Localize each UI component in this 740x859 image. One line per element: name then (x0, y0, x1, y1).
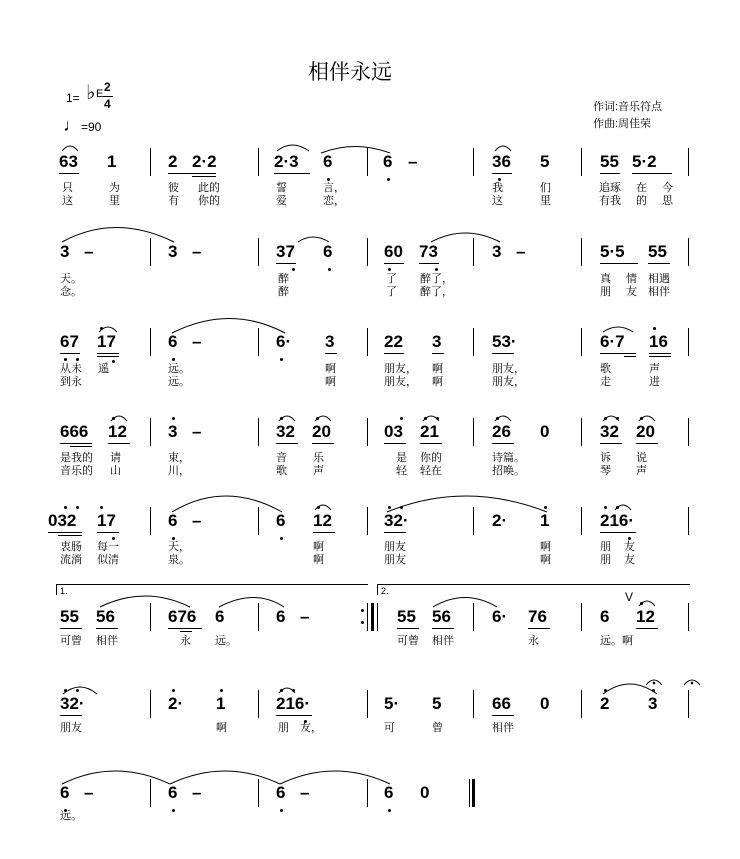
note-group: 6 (215, 607, 225, 626)
note-group: 12 (313, 511, 332, 530)
note-group: 55 (397, 607, 416, 626)
time-signature-top: 2 (104, 80, 111, 94)
lyric: 从未 (60, 363, 82, 375)
lyric: 流淌 (60, 554, 82, 566)
note-group: 73 (419, 242, 438, 261)
tie (433, 598, 497, 608)
note-group: 22 (384, 332, 403, 351)
note-group: 6 (276, 511, 286, 530)
tie (639, 601, 655, 606)
note-group: 5·5 (600, 242, 625, 261)
lyric: 朋 (600, 541, 611, 553)
lyric: 永 (180, 635, 191, 647)
lyric: 可 (384, 722, 395, 734)
note-group: 32 (600, 422, 619, 441)
lyric: 誓 (276, 182, 287, 194)
lyric: 可曾 (60, 635, 82, 647)
note-group: 5 (432, 694, 442, 713)
lyric: 朋友 (60, 722, 82, 734)
note-group: 5· (384, 694, 400, 713)
lyric: 啊 (540, 554, 551, 566)
tie (298, 237, 329, 242)
rest-dash: – (300, 783, 310, 802)
lyric: 朋友 (384, 541, 406, 553)
key-note: E (96, 88, 104, 100)
lyric: 今 (662, 182, 673, 194)
rest-dash: – (300, 607, 310, 626)
rest-dash: – (84, 783, 94, 802)
lyric: 里 (109, 195, 120, 207)
note-group: 56 (96, 607, 115, 626)
note-group: 66 (492, 694, 511, 713)
song-title: 相伴永远 (308, 61, 392, 84)
composer-credit: 作曲:周佳荣 (593, 118, 652, 130)
volta-label: 2. (381, 586, 389, 596)
tie (219, 598, 284, 608)
lyric: 到永 (60, 376, 82, 388)
note-group: 032 (48, 511, 77, 530)
note-group: 2 (168, 152, 178, 171)
tie (62, 771, 170, 784)
rest-dash: – (192, 242, 202, 261)
note-group: 37 (276, 242, 295, 261)
rest-dash: – (192, 422, 202, 441)
note-group: 6 (600, 607, 610, 626)
rest-dash: – (192, 511, 202, 530)
lyric: 川， (168, 465, 190, 477)
tie (603, 416, 619, 421)
lyric: 远。啊 (600, 635, 633, 647)
note-group: 17 (97, 332, 116, 351)
note-group: 55 (60, 607, 79, 626)
note-group: 32 (276, 422, 295, 441)
note-group: 2· (168, 694, 184, 713)
tie (172, 319, 285, 334)
lyric: 真 (600, 273, 611, 285)
note-group: 5 (540, 152, 550, 171)
lyric: 永 (528, 635, 539, 647)
note-group: 6 (323, 152, 333, 171)
lyric: 衷肠 (60, 541, 82, 553)
rest-dash: – (516, 242, 526, 261)
note-group: 36 (492, 152, 511, 171)
note-group: 3 (492, 242, 502, 261)
lyric: 相遇 (648, 273, 670, 285)
tie (62, 228, 174, 243)
tie (279, 416, 295, 421)
lyric: 远。 (168, 376, 190, 388)
lyric: 声 (649, 363, 660, 375)
lyric: 朋 (600, 554, 611, 566)
lyric: 为 (109, 182, 120, 194)
lyric: 爱 (276, 195, 287, 207)
lyric: 醉 (278, 273, 289, 285)
note-group: 55 (600, 152, 619, 171)
lyric: 进 (649, 376, 660, 388)
lyric: 啊 (325, 376, 336, 388)
tie (495, 146, 511, 151)
note-group: 2·3 (274, 152, 299, 171)
lyric: 们 (540, 182, 551, 194)
lyric: 只 (62, 182, 73, 194)
note-group: 676 (168, 607, 197, 626)
lyric: 走 (600, 376, 611, 388)
lyric: 朋友， (492, 363, 525, 375)
lyric: 醉了， (420, 273, 453, 285)
tie (172, 496, 282, 512)
lyric: 这 (62, 195, 73, 207)
lyric: 朋友， (492, 376, 525, 388)
tie (639, 416, 655, 421)
note-group: 1 (107, 152, 117, 171)
flat-sign: ♭ (86, 82, 96, 104)
lyric: 遥 (98, 363, 109, 375)
lyric: 有 (168, 195, 179, 207)
lyricist-credit: 作词:音乐符点 (593, 101, 663, 113)
lyric: 友， (300, 722, 322, 734)
note-group: 12 (108, 422, 127, 441)
tie (280, 771, 390, 784)
tie (495, 416, 511, 421)
lyric: 啊 (540, 541, 551, 553)
note-group: 1 (216, 694, 226, 713)
note-group: 6 (384, 783, 394, 802)
lyric: 朋友 (384, 554, 406, 566)
tie (603, 327, 633, 332)
lyric: 友 (626, 286, 637, 298)
lyric: 歌 (600, 363, 611, 375)
tie (170, 771, 280, 784)
rest-dash: – (408, 152, 418, 171)
tie (431, 233, 500, 242)
note-group: 2 (600, 694, 610, 713)
note-group: 21 (420, 422, 439, 441)
lyric: 远。 (60, 810, 82, 822)
volta-label: 1. (60, 586, 68, 596)
tie (111, 416, 127, 421)
tempo-marking: ♩=90 (63, 115, 102, 135)
lyric: 此的 (198, 182, 220, 194)
note-group: 32· (60, 694, 85, 713)
lyric: 友 (624, 541, 635, 553)
note-group: 16 (649, 332, 668, 351)
lyric: 了 (386, 273, 397, 285)
note-group: 6 (276, 607, 286, 626)
note-group: 0 (540, 422, 550, 441)
note-group: 6 (168, 332, 178, 351)
lyric: 声 (636, 465, 647, 477)
lyric: 轻 (396, 465, 407, 477)
lyric: 请 (110, 452, 121, 464)
tie (100, 596, 190, 607)
lyric: 诉 (600, 452, 611, 464)
lyric: 天。 (60, 273, 82, 285)
fermata-dot (653, 682, 656, 685)
rest-dash: – (192, 783, 202, 802)
note-group: 26 (492, 422, 511, 441)
note-group: 76 (528, 607, 547, 626)
tie (63, 687, 97, 694)
lyric: 天， (168, 541, 190, 553)
lyric: 的 (636, 195, 647, 207)
note-group: 17 (97, 511, 116, 530)
lyric: 啊 (432, 376, 443, 388)
lyric: 朋友， (384, 376, 417, 388)
note-group: 5·2 (632, 152, 657, 171)
note-group: 216· (600, 511, 635, 530)
note-group: 6· (276, 332, 292, 351)
lyric: 歌 (276, 465, 287, 477)
note-group: 56 (432, 607, 451, 626)
lyric: 思 (662, 195, 673, 207)
note-group: 6· (492, 607, 508, 626)
lyric: 这 (492, 195, 503, 207)
tie (99, 327, 117, 332)
note-group: 3 (432, 332, 442, 351)
note-group: 0 (420, 783, 430, 802)
lyric: 轻在 (420, 465, 442, 477)
tie (603, 684, 657, 694)
note-group: 2·2 (192, 152, 217, 171)
lyric: 啊 (325, 363, 336, 375)
tie (277, 145, 309, 151)
lyric: 每一 (97, 541, 119, 553)
note-group: 3 (325, 332, 335, 351)
note-group: 6 (383, 152, 393, 171)
lyric: 你的 (198, 195, 220, 207)
note-group: 1 (540, 511, 550, 530)
note-group: 0 (540, 694, 550, 713)
note-group: 32· (384, 511, 409, 530)
lyric: 在 (636, 182, 647, 194)
note-group: 3 (60, 242, 70, 261)
lyric: 音乐的 (60, 465, 93, 477)
tie (387, 496, 547, 512)
lyric: 啊 (216, 722, 227, 734)
note-group: 20 (312, 422, 331, 441)
lyric: 朋 (600, 286, 611, 298)
lyric: 山 (110, 465, 121, 477)
lyric: 招唤。 (492, 465, 525, 477)
lyric: 相伴 (648, 286, 670, 298)
note-group: 6 (168, 783, 178, 802)
lyric: 说 (636, 452, 647, 464)
lyric: 相伴 (492, 722, 514, 734)
note-group: 60 (384, 242, 403, 261)
lyric: 恋， (323, 195, 345, 207)
lyric: 琴 (600, 465, 611, 477)
lyric: 念。 (60, 286, 82, 298)
lyric: 啊 (313, 554, 324, 566)
note-group: 53· (492, 332, 517, 351)
lyric: 曾 (432, 722, 443, 734)
note-group: 67 (60, 332, 79, 351)
lyric: 里 (540, 195, 551, 207)
lyric: 远。 (168, 363, 190, 375)
tie (62, 146, 78, 151)
lyric: 诗篇。 (492, 452, 525, 464)
tie (615, 505, 631, 510)
lyric: 了 (386, 286, 397, 298)
rest-dash: – (192, 332, 202, 351)
lyric: 相伴 (96, 635, 118, 647)
tie (315, 505, 331, 510)
rest-dash: – (84, 242, 94, 261)
quarter-note-icon: ♩ (63, 115, 81, 135)
lyric: 情 (626, 273, 637, 285)
tie (321, 147, 390, 154)
lyric: 朋友， (384, 363, 417, 375)
note-group: 666 (60, 422, 89, 441)
lyric: 啊 (313, 541, 324, 553)
lyric: 啊 (432, 363, 443, 375)
lyric: 是我的 (60, 452, 93, 464)
tie (423, 416, 439, 421)
lyric: 是 (396, 452, 407, 464)
lyric: 言， (323, 182, 345, 194)
lyric: 你的 (420, 452, 442, 464)
lyric: 束， (168, 452, 190, 464)
note-group: 3 (168, 422, 178, 441)
lyric: 相伴 (432, 635, 454, 647)
note-group: 12 (636, 607, 655, 626)
fermata-dot (691, 682, 694, 685)
lyric: 追琢 (599, 182, 621, 194)
tie (315, 416, 331, 421)
lyric: 我 (492, 182, 503, 194)
note-group: 2· (492, 511, 508, 530)
tie (279, 688, 295, 693)
lyric: 声 (313, 465, 324, 477)
lyric: 彼 (168, 182, 179, 194)
note-group: 6 (323, 242, 333, 261)
lyric: 醉了， (420, 286, 453, 298)
note-group: 03 (384, 422, 403, 441)
lyric: 友 (624, 554, 635, 566)
breath-mark: V (625, 590, 634, 604)
lyric: 音 (276, 452, 287, 464)
lyric: 可曾 (397, 635, 419, 647)
note-group: 3 (648, 694, 658, 713)
note-group: 3 (168, 242, 178, 261)
note-group: 63 (59, 152, 78, 171)
lyric: 有我 (599, 195, 621, 207)
time-signature-bottom: 4 (104, 97, 111, 111)
lyric: 醉 (278, 286, 289, 298)
lyric: 乐 (313, 452, 324, 464)
note-group: 6 (60, 783, 70, 802)
lyric: 远。 (215, 635, 237, 647)
note-group: 216· (276, 694, 311, 713)
note-group: 55 (648, 242, 667, 261)
note-group: 6 (168, 511, 178, 530)
lyric: 朋 (278, 722, 289, 734)
note-group: 6·7 (600, 332, 625, 351)
lyric: 泉。 (168, 554, 190, 566)
lyric: 似清 (97, 554, 119, 566)
key-prefix: 1= (66, 91, 80, 105)
note-group: 20 (636, 422, 655, 441)
note-group: 6 (276, 783, 286, 802)
